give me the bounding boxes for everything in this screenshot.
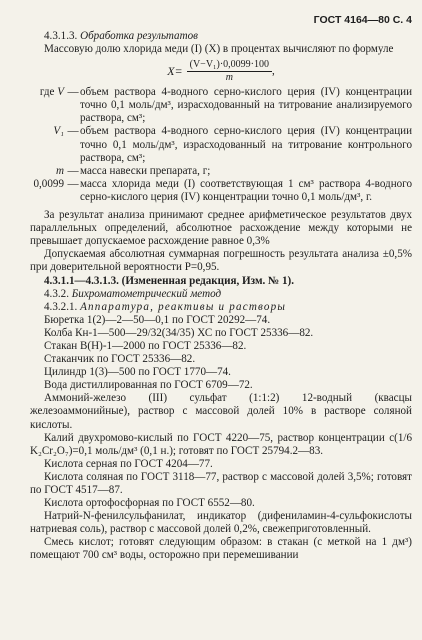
definition-text: масса хлорида меди (I) соответствующая 1 см³ раствора 4-водного серно-кислого церия (IV) концентрации точно 0,1 моль/дм³, г. (80, 177, 412, 203)
method-title: Бихроматометрический метод (71, 287, 222, 300)
definition-text: объем раствора 4-водного серно-кислого церия (IV) концентрации точно 0,1 моль/дм³, израсходованный на титрование анализируемого раствора, см³; (80, 86, 412, 125)
list-item: Натрий-N-фенилсульфанилат, индикатор (дифениламин-4-сульфокислоты натриевая соль), раствор с массовой долей 0,2%, свежеприготовленный. (30, 510, 412, 536)
formula-end: , (272, 64, 275, 77)
equipment-number: 4.3.2.1. (44, 300, 78, 313)
list-item: Калий двухромово-кислый по ГОСТ 4220—75, раствор концентрации c(1/6 K₂Cr₂O₇)=0,1 моль/дм³ (0,1 н.); готовят по ГОСТ 25794.2—83. (30, 431, 412, 457)
method-heading (30, 288, 412, 301)
list-item: Смесь кислот; готовят следующим образом: в стакан (с меткой на 1 дм³) помещают 700 см³ воды, осторожно при перемешивании (30, 536, 412, 562)
list-item: Аммоний-железо (III) сульфат (1:1:2) 12-водный (квасцы железоаммонийные), раствор с массовой долей 10% в растворе соляной кислоты. (30, 392, 412, 431)
list-item: Бюретка 1(2)—2—50—0,1 по ГОСТ 20292—74. (44, 313, 271, 326)
equipment-title: Аппаратура, реактивы и растворы (80, 300, 287, 313)
intro-paragraph: Массовую долю хлорида меди (I) (X) в процентах вычисляют по формуле (44, 43, 394, 56)
result-paragraph: За результат анализа принимают среднее арифметическое результатов двух параллельных определений, абсолютное расхождение между которыми не превышает допускаемое расхождение равное 0,3% (30, 209, 412, 248)
formula-lhs: X= (167, 63, 183, 78)
definition-dash: — (67, 86, 79, 99)
definition-dash: — (67, 125, 79, 138)
definition-dash: — (67, 164, 79, 177)
definition-dash: — (67, 177, 79, 190)
list-item: Цилиндр 1(3)—500 по ГОСТ 1770—74. (44, 366, 231, 379)
method-number: 4.3.2. (44, 287, 69, 300)
list-item: Кислота серная по ГОСТ 4204—77. (44, 457, 213, 470)
error-paragraph: Допускаемая абсолютная суммарная погрешность результата анализа ±0,5% при доверительной вероятности P=0,95. (30, 248, 412, 274)
formula-denominator: m (225, 71, 233, 83)
list-item: Кислота ортофосфорная по ГОСТ 6552—80. (44, 497, 255, 510)
formula (30, 57, 412, 85)
amendment-note: 4.3.1.1—4.3.1.3. (Измененная редакция, Изм. № 1). (44, 274, 294, 287)
definition-text: объем раствора 4-водного серно-кислого церия (IV) концентрации точно 0,1 моль/дм³, израсходованный на титрование контрольного раствора, см³; (80, 125, 412, 164)
formula-numerator: (V−V₁)·0,0099·100 (187, 59, 272, 72)
definition-text: масса навески препарата, г; (80, 164, 211, 177)
definitions-list (30, 86, 412, 204)
list-item: Колба Кн-1—500—29/32(34/35) ХС по ГОСТ 25336—82. (44, 326, 314, 339)
formula-fraction (187, 59, 272, 84)
definition-symbol: 0,0099 (33, 177, 64, 190)
equipment-heading (30, 301, 412, 314)
list-item: Кислота соляная по ГОСТ 3118—77, раствор с массовой долей 3,5%; готовят по ГОСТ 4517—87. (30, 470, 412, 496)
list-item: Стаканчик по ГОСТ 25336—82. (44, 353, 196, 366)
definition-symbol: m (55, 164, 64, 177)
section-heading (30, 30, 412, 43)
section-title: Обработка результатов (80, 30, 198, 42)
page-header: ГОСТ 4164—80 С. 4 (313, 14, 412, 26)
definition-symbol: где V (39, 86, 64, 99)
definition-symbol: V₁ (53, 125, 64, 138)
list-item: Вода дистиллированная по ГОСТ 6709—72. (44, 379, 253, 392)
section-number: 4.3.1.3. (44, 30, 78, 42)
list-item: Стакан В(Н)-1—2000 по ГОСТ 25336—82. (44, 339, 247, 352)
